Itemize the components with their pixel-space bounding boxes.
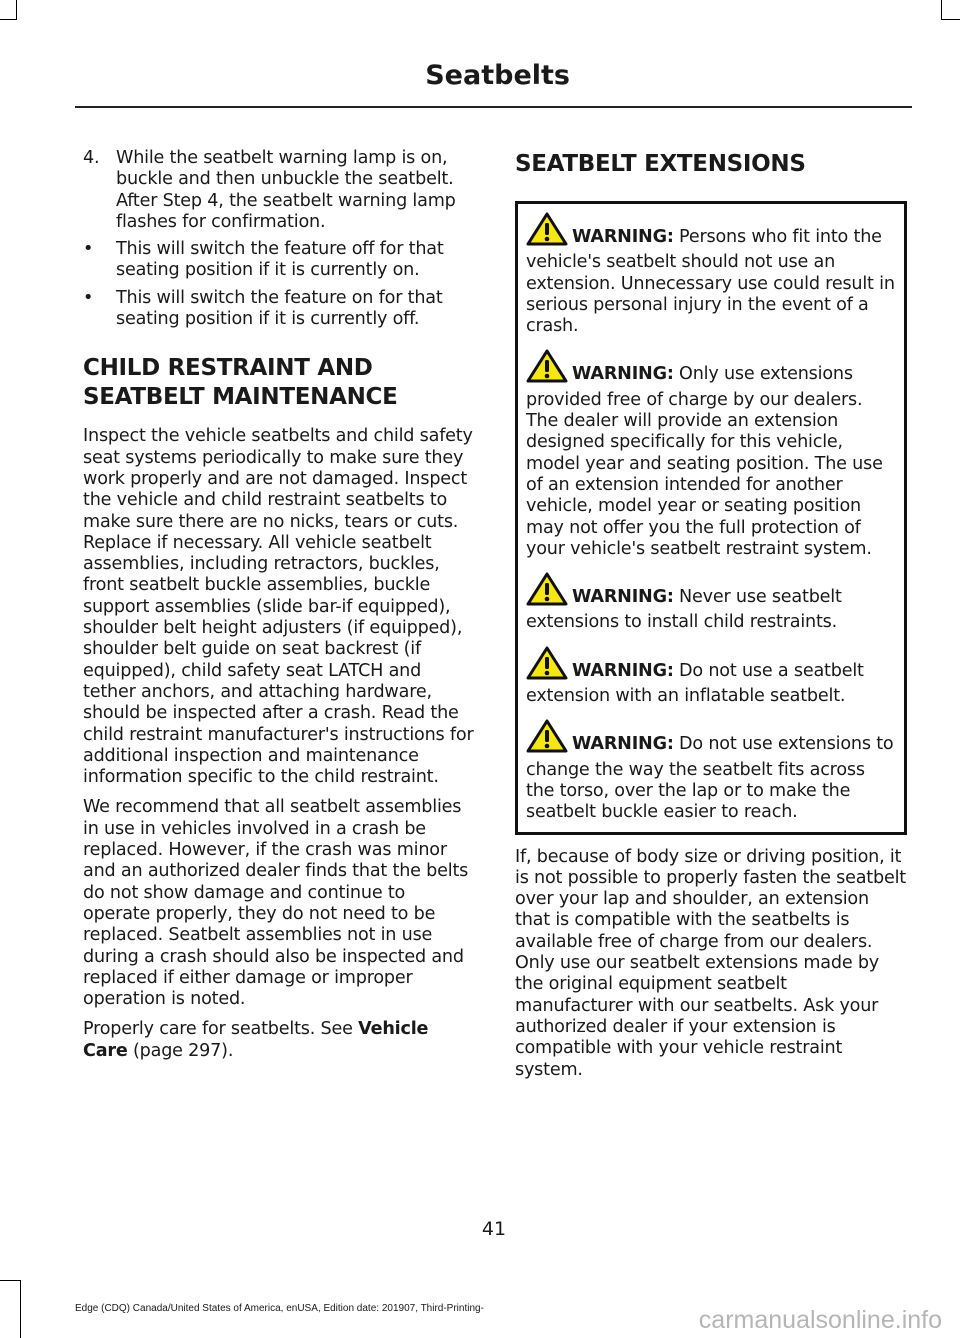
watermark: carmanualsonline.info <box>698 1306 942 1334</box>
warning-item <box>526 572 897 634</box>
paragraph: Inspect the vehicle seatbelts and child safety seat systems periodically to make sure they work properly and are not damaged. Inspect the vehicle and child restraint seatbelts to make sure there are no nicks, tears or cuts. Replace if necessary. All vehicle seatbelt assemblies, including retractors, buckles, front seatbelt buckle assemblies, buckle support assemblies (slide bar-if equipped), shoulder belt height adjusters (if equipped), shoulder belt guide on seat backrest (if equipped), child safety seat LATCH and tether anchors, and attaching hardware, should be inspected after a crash. Read the child restraint manufacturer's instructions for additional inspection and maintenance information specific to the child restraint. <box>83 426 474 788</box>
heading-line: CHILD RESTRAINT AND <box>83 355 373 382</box>
bullet-text: This will switch the feature off for that seating position if it is currently on. <box>116 239 444 281</box>
warning-triangle-icon <box>526 212 568 252</box>
footer-text: Edge (CDQ) Canada/United States of America, enUSA, Edition date: 201907, Third-Printing- <box>75 1303 484 1314</box>
warning-item <box>526 349 897 560</box>
warning-text: Never use seatbelt extensions to install child restraints. <box>526 587 842 633</box>
care-suffix: (page 297). <box>127 1040 234 1061</box>
step-text: While the seatbelt warning lamp is on, buckle and then unbuckle the seatbelt. After Step 4, the seatbelt warning lamp flashes for confirmation. <box>116 148 456 232</box>
warning-triangle-icon <box>526 646 568 686</box>
warning-text: Do not use a seatbelt extension with an inflatable seatbelt. <box>526 660 864 707</box>
page-title-text: Seatbelts <box>425 60 570 91</box>
warning-triangle-icon <box>526 719 568 759</box>
warning-text: Do not use extensions to change the way the seatbelt fits across the torso, over the lap or to make the seatbelt buckle easier to reach. <box>526 734 894 823</box>
warning-item <box>526 719 897 823</box>
crop-mark-top-left <box>0 0 17 20</box>
bullet-item <box>83 239 475 282</box>
warning-label: WARNING: <box>572 587 674 608</box>
step-item <box>83 148 475 233</box>
warning-item <box>526 212 897 337</box>
warning-label: WARNING: <box>572 734 674 755</box>
warning-text: Persons who fit into the vehicle's seatbelt should not use an extension. Unnecessary use could result in serious personal injury in the event of a crash. <box>526 227 895 337</box>
page-title <box>75 60 912 91</box>
warning-label: WARNING: <box>572 364 674 385</box>
warning-triangle-icon <box>526 349 568 389</box>
care-prefix: Properly care for seatbelts. See <box>83 1019 359 1040</box>
step-number: 4. <box>83 148 100 168</box>
header-divider <box>75 106 912 108</box>
bullet-mark: • <box>83 287 94 308</box>
bullet-mark: • <box>83 239 94 260</box>
bullet-text: This will switch the feature on for that seating position if it is currently off. <box>116 287 443 330</box>
paragraph: We recommend that all seatbelt assemblies in use in vehicles involved in a crash be replaced. However, if the crash was minor and an authorized dealer finds that the belts do not show damage and continue to operate properly, they do not need to be replaced. Seatbelt assemblies not in use during a crash should also be inspected and replaced if either damage or improper operation is noted. <box>83 797 469 1010</box>
warning-label: WARNING: <box>572 660 674 681</box>
section-heading: SEATBELT EXTENSIONS <box>515 151 806 177</box>
warning-label: WARNING: <box>572 227 674 247</box>
paragraph: If, because of body size or driving position, it is not possible to properly fasten the seatbelt over your lap and shoulder, an extension that is compatible with the seatbelts is available free of charge from our dealers. Only use our seatbelt extensions made by the original equipment seatbelt manufacturer with our seatbelts. Ask your authorized dealer if your extension is compatible with your vehicle restraint system. <box>515 846 906 1080</box>
paragraph-care <box>83 1019 475 1062</box>
left-column <box>83 148 475 1071</box>
warning-triangle-icon <box>526 572 568 612</box>
bullet-item <box>83 288 475 331</box>
section-heading <box>83 354 475 412</box>
heading-line: SEATBELT MAINTENANCE <box>83 384 398 411</box>
warning-box <box>515 201 907 835</box>
right-column <box>515 148 907 1090</box>
crop-mark-bottom-left <box>0 1280 21 1338</box>
page-number: 41 <box>481 1218 507 1240</box>
warning-item <box>526 646 897 708</box>
vehicle-care-link[interactable]: Vehicle Care <box>83 1019 429 1061</box>
warning-text: Only use extensions provided free of charge by our dealers. The dealer will provide an extension designed specifically for this vehicle, model year and seating position. The use of an extension intended for another vehicle, model year or seating position may not offer you the full protection of your vehicle's seatbelt restraint system. <box>526 364 883 559</box>
crop-mark-top-right <box>941 0 960 20</box>
